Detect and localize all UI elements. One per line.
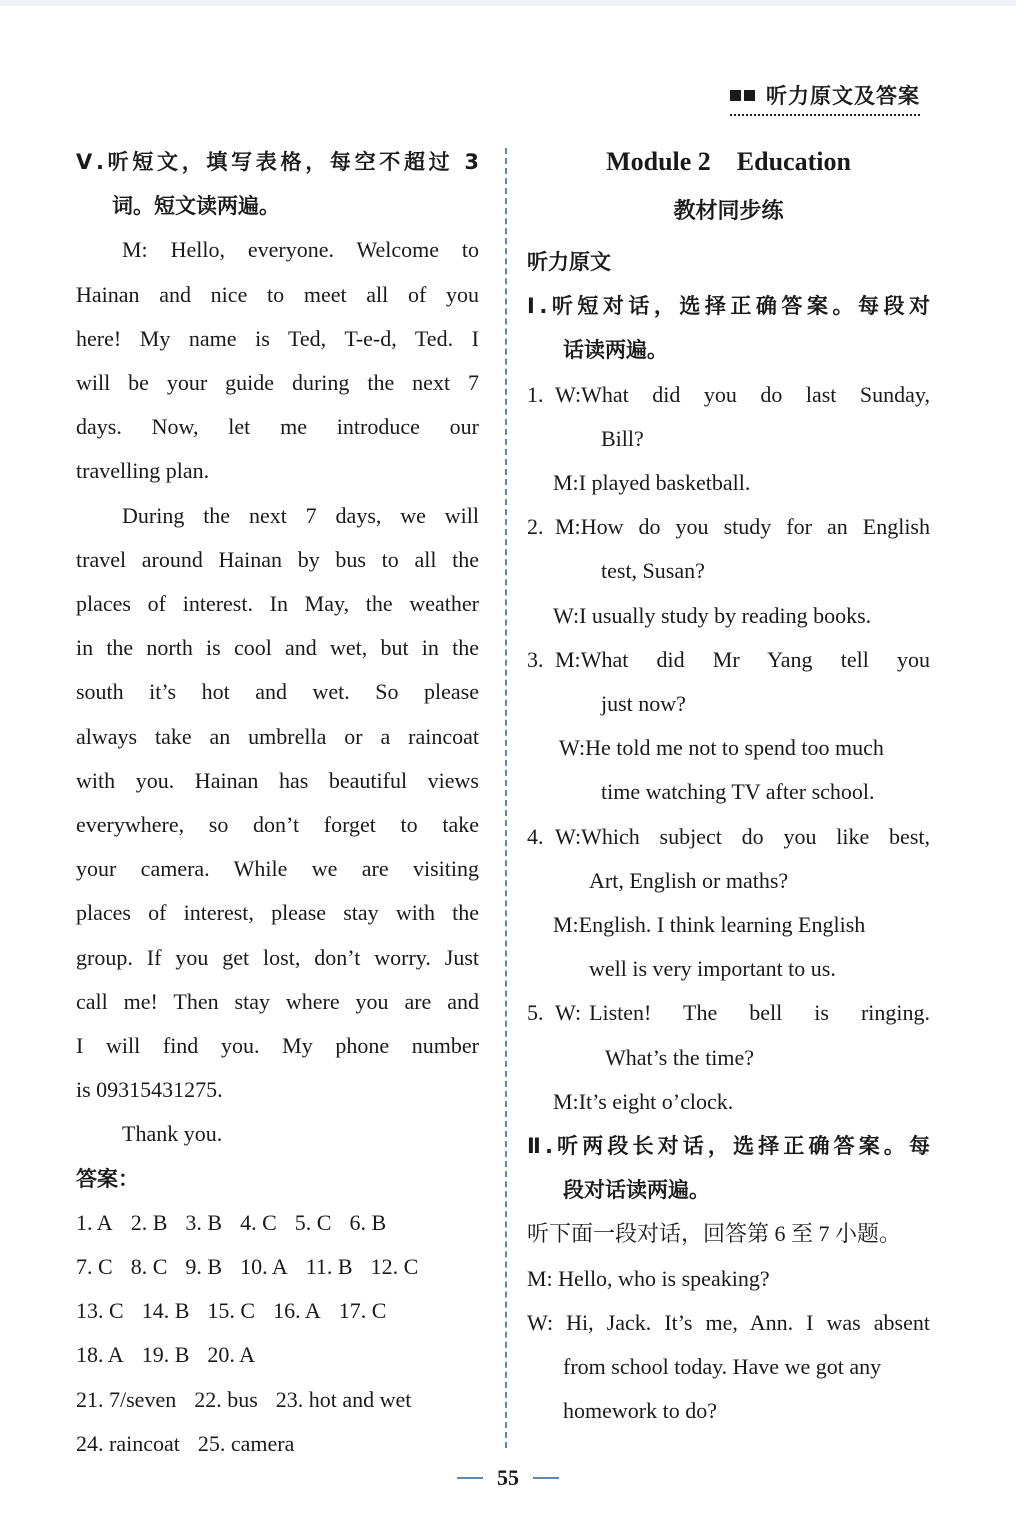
speaker: W:	[559, 735, 586, 761]
text-line: here! My name is Ted, T-e-d, Ted. I	[76, 325, 479, 351]
text-line: I will find you. My phone number	[76, 1033, 479, 1059]
page-number-text: 55	[497, 1465, 519, 1490]
question-line	[527, 638, 930, 682]
answer-item: 23. hot and wet	[275, 1386, 412, 1412]
question-text: What did you do last Sunday,	[581, 381, 930, 407]
text-line: places of interest. In May, the weather	[76, 591, 479, 617]
section-i-title-line2: 话读两遍。	[563, 338, 668, 363]
answers-row	[76, 1333, 479, 1377]
passage-paragraph-1	[76, 228, 479, 493]
text-line: Hainan and nice to meet all of you	[76, 281, 479, 307]
speaker: M:	[553, 912, 579, 938]
page-header	[730, 80, 920, 116]
text-line: M: Hello, everyone. Welcome to	[122, 237, 479, 263]
dialogue-2	[527, 505, 930, 638]
dialogue-5	[527, 991, 930, 1124]
answer-item: 12. C	[370, 1254, 419, 1280]
answer-item: 16. A	[273, 1298, 321, 1324]
answer-item: 15. C	[207, 1298, 256, 1324]
answer-item: 17. C	[338, 1298, 387, 1324]
section-v-title-line2: 词。短文读两遍。	[112, 194, 280, 219]
answer-line	[527, 594, 930, 638]
answer-item: 19. B	[141, 1342, 190, 1368]
listening-label: 听力原文	[527, 250, 611, 274]
question-line	[527, 373, 930, 417]
text-line: During the next 7 days, we will	[122, 502, 479, 528]
question-line	[527, 991, 930, 1035]
speaker: M:	[555, 646, 581, 672]
text-line: travel around Hainan by bus to all the	[76, 546, 479, 572]
answer-text: I played basketball.	[578, 470, 751, 496]
answer-item: 13. C	[76, 1298, 124, 1324]
question-text-cont: Bill?	[601, 425, 644, 451]
answer-text: It’s eight o’clock.	[578, 1088, 734, 1114]
answer-item: 11. B	[305, 1254, 353, 1280]
question-text-cont: just now?	[601, 691, 686, 717]
answer-item: 3. B	[185, 1209, 223, 1235]
top-edge	[0, 0, 1016, 6]
question-number: 3.	[527, 646, 544, 672]
answers-row	[76, 1201, 479, 1245]
answers-row	[76, 1245, 479, 1289]
dash-ornament	[457, 1477, 483, 1479]
question-number: 2.	[527, 514, 544, 540]
answer-item: 25. camera	[197, 1430, 295, 1456]
question-text-cont: test, Susan?	[601, 558, 705, 584]
question-number: 4.	[527, 823, 544, 849]
long-dialogue-w-line: W: Hi, Jack. It’s me, Ann. I was absent	[527, 1309, 930, 1335]
text-line: places of interest, please stay with the	[76, 900, 479, 926]
answer-item: 20. A	[207, 1342, 256, 1368]
dialogue-4	[527, 815, 930, 992]
speaker: M:	[555, 514, 581, 540]
module-title: Module 2 Education	[606, 147, 851, 176]
answer-item: 21. 7/seven	[76, 1386, 177, 1412]
text-line: your camera. While we are visiting	[76, 856, 479, 882]
answer-item: 22. bus	[194, 1386, 258, 1412]
answer-text-cont: time watching TV after school.	[601, 779, 875, 805]
answer-text-cont: well is very important to us.	[589, 956, 836, 982]
answer-item: 24. raincoat	[76, 1430, 180, 1456]
square-bullet-icon	[730, 90, 741, 101]
answer-item: 4. C	[240, 1209, 277, 1235]
answer-item: 14. B	[141, 1298, 190, 1324]
answer-item: 8. C	[130, 1254, 168, 1280]
question-text: Listen! The bell is ringing.	[589, 1000, 930, 1026]
passage-paragraph-3: Thank you.	[122, 1121, 223, 1147]
answer-text: I usually study by reading books.	[579, 602, 872, 628]
text-line: with you. Hainan has beautiful views	[76, 767, 479, 793]
question-text: What did Mr Yang tell you	[580, 646, 930, 672]
text-line: will be your guide during the next 7	[76, 370, 479, 396]
question-line	[527, 505, 930, 549]
section-ii-title-line2: 段对话读两遍。	[563, 1178, 710, 1203]
question-text: How do you study for an English	[580, 514, 930, 540]
speaker: M:	[553, 1088, 579, 1114]
right-column	[527, 140, 930, 1433]
answer-line	[527, 903, 930, 947]
answer-item: 6. B	[349, 1209, 387, 1235]
answer-item: 18. A	[76, 1342, 124, 1368]
long-dialogue-w-cont: homework to do?	[563, 1398, 717, 1424]
answers-row	[76, 1378, 479, 1422]
answer-item: 9. B	[185, 1254, 223, 1280]
text-line: everywhere, so don’t forget to take	[76, 812, 479, 838]
text-line: in the north is cool and wet, but in the	[76, 635, 479, 661]
long-dialogue-w-cont: from school today. Have we got any	[563, 1354, 882, 1380]
dialogue-1	[527, 373, 930, 506]
answer-line	[527, 1080, 930, 1124]
left-column	[76, 140, 479, 1466]
dash-ornament	[533, 1477, 559, 1479]
speaker: M:	[553, 470, 579, 496]
answers-label: 答案：	[76, 1166, 139, 1191]
question-text-cont: Art, English or maths?	[589, 867, 789, 893]
answer-text: He told me not to spend too much	[585, 735, 884, 761]
answer-item: 10. A	[240, 1254, 288, 1280]
question-line	[527, 815, 930, 859]
text-line: is 09315431275.	[76, 1077, 223, 1103]
answer-line	[527, 461, 930, 505]
question-text: Which subject do you like best,	[581, 823, 930, 849]
answers-row	[76, 1289, 479, 1333]
text-line: always take an umbrella or a raincoat	[76, 723, 479, 749]
section-v-title-line1: Ⅴ.听短文，填写表格，每空不超过 3	[76, 150, 479, 174]
speaker: W:	[555, 1000, 582, 1026]
page-number	[0, 1465, 1016, 1491]
answers-list	[76, 1201, 479, 1466]
module-subtitle: 教材同步练	[673, 199, 784, 224]
answer-item: 1. A	[76, 1209, 113, 1235]
dialogue-3	[527, 638, 930, 815]
answers-row	[76, 1422, 479, 1466]
square-bullet-icon	[744, 90, 755, 101]
section-i-title-line1: Ⅰ.听短对话，选择正确答案。每段对	[527, 294, 930, 319]
header-title: 听力原文及答案	[766, 84, 920, 108]
speaker: W:	[555, 823, 582, 849]
long-dialogue-m-line: M: Hello, who is speaking?	[527, 1265, 770, 1291]
text-line: travelling plan.	[76, 458, 210, 484]
speaker: W:	[555, 381, 582, 407]
text-line: group. If you get lost, don’t worry. Just	[76, 944, 479, 970]
text-line: call me! Then stay where you are and	[76, 988, 479, 1014]
column-divider	[505, 148, 507, 1448]
question-text-cont: What’s the time?	[605, 1044, 755, 1070]
answer-item: 7. C	[76, 1254, 113, 1280]
answer-item: 2. B	[130, 1209, 168, 1235]
question-number: 5.	[527, 1000, 544, 1026]
section-ii-title-line1: Ⅱ.听两段长对话，选择正确答案。每	[527, 1134, 930, 1159]
speaker: W:	[553, 602, 580, 628]
section-ii-intro: 听下面一段对话，回答第 6 至 7 小题。	[527, 1221, 902, 1247]
text-line: south it’s hot and wet. So please	[76, 679, 479, 705]
passage-paragraph-2	[76, 494, 479, 1113]
answer-item: 5. C	[294, 1209, 332, 1235]
text-line: days. Now, let me introduce our	[76, 414, 479, 440]
question-number: 1.	[527, 381, 544, 407]
answer-text: English. I think learning English	[578, 912, 866, 938]
answer-line	[527, 726, 930, 770]
